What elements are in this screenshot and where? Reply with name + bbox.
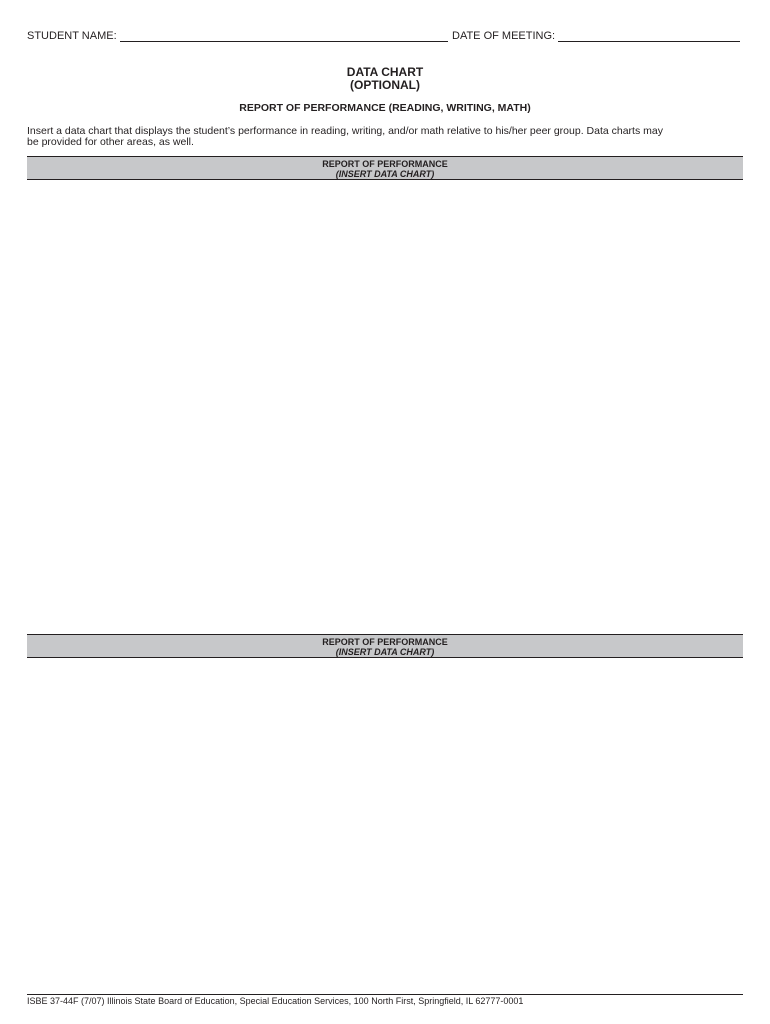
instructions-line-2: be provided for other areas, as well.	[27, 136, 194, 148]
section-header-1	[27, 156, 743, 180]
section-title: REPORT OF PERFORMANCE	[322, 637, 448, 647]
instructions-line-1: Insert a data chart that displays the student’s performance in reading, writing, and/or math relative to his/her peer group. Data charts may	[27, 125, 663, 137]
instructions-text	[27, 126, 747, 148]
chart-area-1[interactable]	[27, 180, 743, 632]
section-subtitle: (INSERT DATA CHART)	[335, 169, 435, 179]
student-name-field[interactable]	[120, 41, 448, 42]
section-subtitle: (INSERT DATA CHART)	[335, 647, 435, 657]
optional-label: (OPTIONAL)	[350, 78, 420, 92]
header-fields	[27, 28, 743, 44]
page-title: DATA CHART	[346, 65, 424, 79]
section-title: REPORT OF PERFORMANCE	[322, 159, 448, 169]
date-of-meeting-label: DATE OF MEETING:	[452, 30, 556, 42]
page-subtitle: REPORT OF PERFORMANCE (READING, WRITING, MATH)	[239, 102, 531, 114]
footer-text: ISBE 37-44F (7/07) Illinois State Board of Education, Special Education Services, 100 North First, Springfield, IL 62777-0001	[27, 996, 524, 1006]
chart-area-2[interactable]	[27, 658, 743, 992]
date-of-meeting-field[interactable]	[558, 41, 740, 42]
student-name-label: STUDENT NAME:	[27, 30, 117, 42]
section-header-2	[27, 634, 743, 658]
footer-divider	[27, 994, 743, 995]
